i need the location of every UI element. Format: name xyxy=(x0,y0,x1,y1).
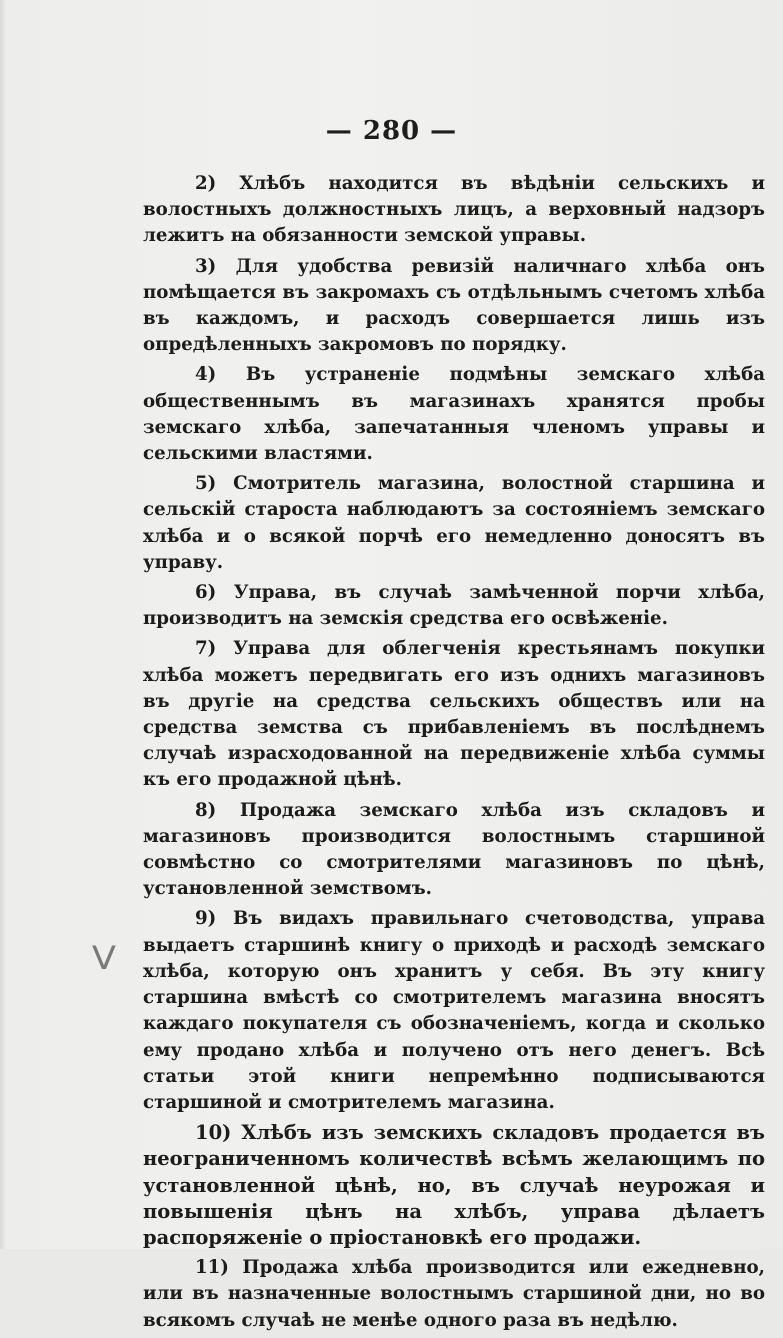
page-edge-shadow xyxy=(0,0,6,1249)
page-body xyxy=(143,171,765,1338)
paragraph-10: 10) Хлѣбъ изъ земскихъ складовъ продается въ неограниченномъ количествѣ всѣмъ желающимъ по установленной цѣнѣ, но, въ случаѣ неурожая и повышенія цѣнъ на хлѣбъ, управа дѣлаетъ распоряженіе о пріостановкѣ его продажи. xyxy=(143,1121,765,1249)
paragraph-9: 9) Въ видахъ правильнаго счетоводства, управа выдаетъ старшинѣ книгу о приходѣ и расходѣ земскаго хлѣба, которую онъ хранитъ у себя. Въ эту книгу старшина вмѣстѣ со смотрителемъ магазина вносятъ каждаго покупателя съ обозначеніемъ, когда и сколько ему продано хлѣба и получено отъ него денегъ. Всѣ статьи этой книги непремѣнно подписываются старшиной и смотрителемъ магазина. xyxy=(143,908,765,1113)
paragraph-2: 2) Хлѣбъ находится въ вѣдѣніи сельскихъ и волостныхъ должностныхъ лицъ, а верховный надзоръ лежитъ на обязанности земской управы. xyxy=(143,173,765,247)
paragraph-3: 3) Для удобства ревизій наличнаго хлѣба онъ помѣщается въ закромахъ съ отдѣльнымъ счетомъ хлѣба въ каждомъ, и расходъ совершается лишь изъ опредѣленныхъ закромовъ по порядку. xyxy=(143,255,765,356)
margin-check-mark: V xyxy=(91,939,116,977)
paragraph-7: 7) Управа для облегченія крестьянамъ покупки хлѣба можетъ передвигать его изъ однихъ магазиновъ въ другіе на средства сельскихъ обществъ или на средства земства съ прибавленіемъ въ послѣднемъ случаѣ израсходованной на передвиженіе хлѣба суммы къ его продажной цѣнѣ. xyxy=(143,638,765,791)
paragraph-4: 4) Въ устраненіе подмѣны земскаго хлѣба общественнымъ въ магазинахъ хранятся пробы земскаго хлѣба, запечатанныя членомъ управы и сельскими властями. xyxy=(143,364,765,465)
paragraph-6: 6) Управа, въ случаѣ замѣченной порчи хлѣба, производитъ на земскія средства его освѣженіе. xyxy=(143,582,765,630)
paragraph-8: 8) Продажа земскаго хлѣба изъ складовъ и магазиновъ производится волостнымъ старшиной совмѣстно со смотрителями магазиновъ по цѣнѣ, установленной земствомъ. xyxy=(143,799,765,900)
page-number: — 280 — xyxy=(325,116,458,146)
paragraph-11: 11) Продажа хлѣба производится или ежедневно, или въ назначенные волостнымъ старшиной дни, но во всякомъ случаѣ не менѣе одного раза въ недѣлю. xyxy=(143,1257,765,1331)
paragraph-5: 5) Смотритель магазина, волостной старшина и сельскій староста наблюдаютъ за состояніемъ земскаго хлѣба и о всякой порчѣ его немедленно доносятъ въ управу. xyxy=(143,473,765,573)
